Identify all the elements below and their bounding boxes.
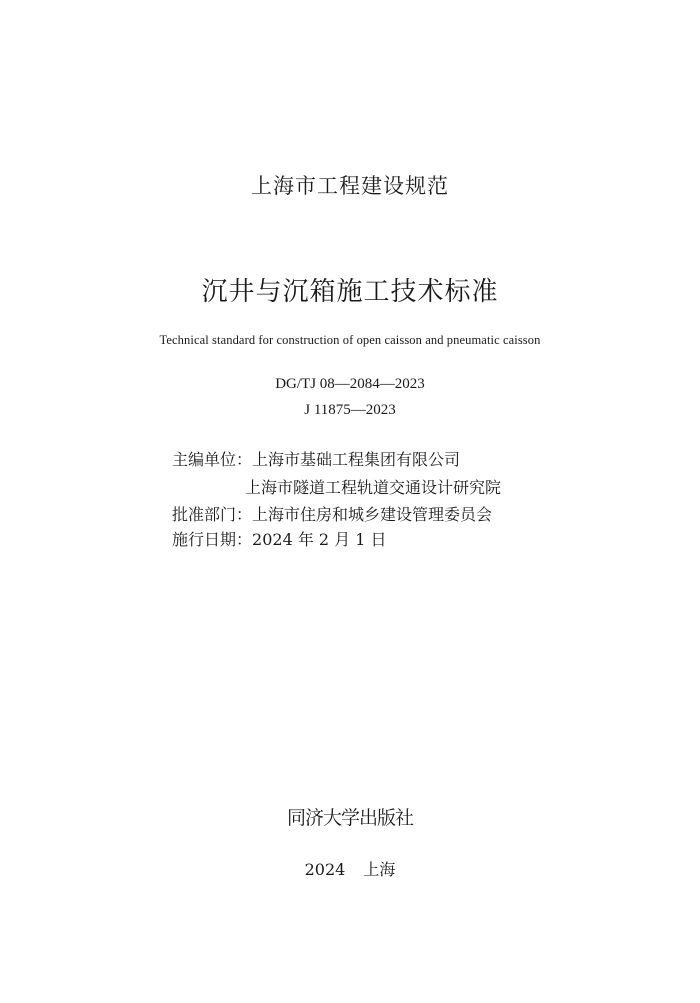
- publication-city: 上海: [363, 860, 396, 879]
- effective-date: 2024 年 2 月 1 日: [252, 530, 387, 549]
- publisher: 同济大学出版社: [286, 807, 413, 829]
- record-number: J 11875—2023: [304, 402, 396, 418]
- publication-year: 2024: [304, 860, 346, 879]
- colon: ：: [236, 505, 253, 524]
- standard-code: DG/TJ 08—2084—2023: [275, 376, 425, 392]
- document-title-english: Technical standard for construction of open caisson and pneumatic caisson: [159, 333, 541, 347]
- document-title: 沉井与沉箱施工技术标准: [201, 277, 499, 307]
- publication-place-year: [0, 857, 700, 880]
- effective-date-label: 施行日期: [172, 530, 237, 549]
- approver-label: 批准部门: [172, 505, 237, 524]
- chief-editor-2: 上海市隧道工程轨道交通设计研究院: [245, 478, 502, 497]
- approver: 上海市住房和城乡建设管理委员会: [252, 505, 493, 524]
- chief-editor-row-2: [245, 475, 501, 498]
- colon: ：: [236, 530, 253, 549]
- effective-date-row: [172, 527, 387, 550]
- colon: ：: [236, 450, 253, 469]
- chief-editor-1: 上海市基础工程集团有限公司: [252, 450, 461, 469]
- approver-row: [172, 502, 492, 525]
- chief-editor-label: 主编单位: [172, 450, 237, 469]
- chief-editor-row: [172, 447, 460, 470]
- standard-series: 上海市工程建设规范: [251, 174, 449, 198]
